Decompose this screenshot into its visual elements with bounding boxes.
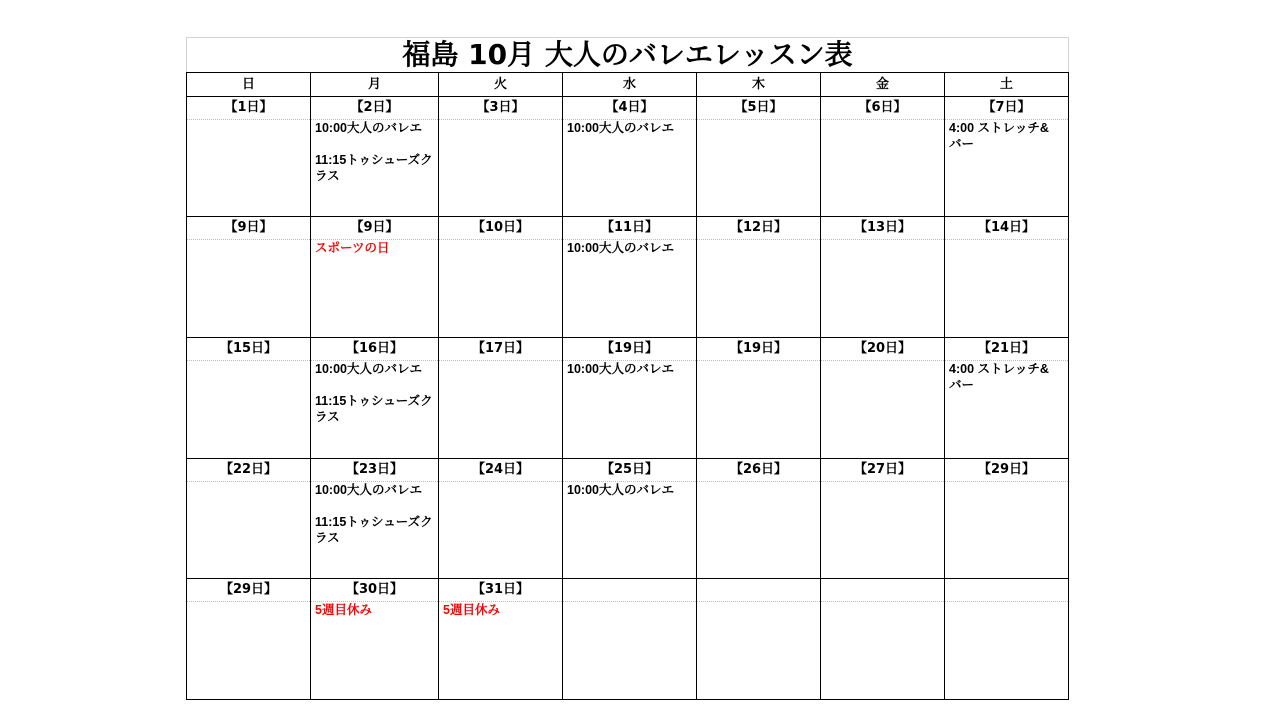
day-date-label: 【24日】 bbox=[439, 459, 562, 482]
day-date-label bbox=[697, 579, 820, 602]
weekday-header-wednesday: 水 bbox=[562, 72, 696, 96]
day-date-label: 【17日】 bbox=[439, 338, 562, 361]
day-cell bbox=[944, 337, 1068, 458]
lesson-list bbox=[311, 240, 438, 256]
week-row bbox=[186, 337, 1069, 458]
weekday-header-row bbox=[186, 72, 1069, 96]
day-cell bbox=[562, 337, 696, 458]
day-date-label: 【2日】 bbox=[311, 97, 438, 120]
empty-day-cell bbox=[696, 578, 820, 699]
day-cell bbox=[944, 458, 1068, 578]
day-date-label: 【29日】 bbox=[945, 459, 1068, 482]
day-cell bbox=[820, 216, 944, 337]
day-date-label bbox=[563, 579, 696, 602]
day-date-label: 【9日】 bbox=[311, 217, 438, 240]
day-cell bbox=[310, 337, 438, 458]
day-cell bbox=[562, 458, 696, 578]
day-date-label: 【19日】 bbox=[697, 338, 820, 361]
day-date-label: 【16日】 bbox=[311, 338, 438, 361]
lesson-entry: 10:00大人のバレエ bbox=[567, 241, 674, 255]
empty-day-cell bbox=[820, 578, 944, 699]
week-row bbox=[186, 458, 1069, 578]
lesson-entry: 11:15トゥシューズクラス bbox=[315, 153, 433, 183]
lesson-list bbox=[311, 482, 438, 546]
calendar-weeks bbox=[186, 96, 1069, 700]
day-date-label bbox=[821, 579, 944, 602]
weekday-header-sunday: 日 bbox=[186, 72, 310, 96]
day-cell bbox=[562, 96, 696, 216]
day-date-label: 【20日】 bbox=[821, 338, 944, 361]
day-cell bbox=[696, 96, 820, 216]
empty-day-cell bbox=[562, 578, 696, 699]
lesson-list bbox=[311, 361, 438, 425]
day-cell bbox=[562, 216, 696, 337]
day-date-label: 【29日】 bbox=[187, 579, 310, 602]
day-date-label: 【3日】 bbox=[439, 97, 562, 120]
day-date-label: 【7日】 bbox=[945, 97, 1068, 120]
lesson-list bbox=[563, 361, 696, 377]
day-date-label bbox=[945, 579, 1068, 602]
lesson-entry: 4:00 ストレッチ&バー bbox=[949, 121, 1049, 151]
day-date-label: 【9日】 bbox=[187, 217, 310, 240]
day-date-label: 【27日】 bbox=[821, 459, 944, 482]
lesson-entry: 10:00大人のバレエ bbox=[315, 121, 422, 135]
week-row bbox=[186, 578, 1069, 700]
day-cell bbox=[310, 96, 438, 216]
day-date-label: 【26日】 bbox=[697, 459, 820, 482]
lesson-list bbox=[311, 602, 438, 618]
day-cell bbox=[820, 458, 944, 578]
day-date-label: 【23日】 bbox=[311, 459, 438, 482]
day-date-label: 【5日】 bbox=[697, 97, 820, 120]
day-cell bbox=[310, 216, 438, 337]
lesson-entry: 4:00 ストレッチ&バー bbox=[949, 362, 1049, 392]
day-date-label: 【31日】 bbox=[439, 579, 562, 602]
weekday-header-thursday: 木 bbox=[696, 72, 820, 96]
day-cell bbox=[696, 458, 820, 578]
day-cell bbox=[438, 578, 562, 699]
day-cell bbox=[944, 96, 1068, 216]
lesson-list bbox=[439, 602, 562, 618]
empty-day-cell bbox=[944, 578, 1068, 699]
day-date-label: 【4日】 bbox=[563, 97, 696, 120]
weekday-header-saturday: 土 bbox=[944, 72, 1068, 96]
lesson-entry: 10:00大人のバレエ bbox=[567, 121, 674, 135]
day-date-label: 【11日】 bbox=[563, 217, 696, 240]
day-cell bbox=[438, 458, 562, 578]
day-cell bbox=[820, 96, 944, 216]
lesson-entry: 11:15トゥシューズクラス bbox=[315, 394, 433, 424]
lesson-list bbox=[563, 240, 696, 256]
notice-entry: 5週目休み bbox=[315, 603, 372, 617]
lesson-calendar bbox=[186, 37, 1069, 700]
weekday-header-monday: 月 bbox=[310, 72, 438, 96]
day-cell bbox=[696, 216, 820, 337]
lesson-entry: 10:00大人のバレエ bbox=[567, 483, 674, 497]
day-date-label: 【1日】 bbox=[187, 97, 310, 120]
weekday-header-friday: 金 bbox=[820, 72, 944, 96]
weekday-header-tuesday: 火 bbox=[438, 72, 562, 96]
week-row bbox=[186, 216, 1069, 337]
day-date-label: 【13日】 bbox=[821, 217, 944, 240]
day-date-label: 【12日】 bbox=[697, 217, 820, 240]
day-date-label: 【30日】 bbox=[311, 579, 438, 602]
lesson-entry: 11:15トゥシューズクラス bbox=[315, 515, 433, 545]
day-date-label: 【25日】 bbox=[563, 459, 696, 482]
week-row bbox=[186, 96, 1069, 216]
day-date-label: 【10日】 bbox=[439, 217, 562, 240]
lesson-list bbox=[311, 120, 438, 184]
lesson-list bbox=[563, 482, 696, 498]
lesson-list bbox=[563, 120, 696, 136]
lesson-entry: 10:00大人のバレエ bbox=[567, 362, 674, 376]
day-cell bbox=[438, 96, 562, 216]
day-cell bbox=[438, 216, 562, 337]
day-date-label: 【15日】 bbox=[187, 338, 310, 361]
lesson-list bbox=[945, 120, 1068, 152]
day-cell bbox=[438, 337, 562, 458]
day-date-label: 【19日】 bbox=[563, 338, 696, 361]
day-cell bbox=[186, 578, 310, 699]
day-cell bbox=[310, 458, 438, 578]
day-cell bbox=[186, 96, 310, 216]
day-cell bbox=[186, 216, 310, 337]
notice-entry: スポーツの日 bbox=[315, 241, 390, 255]
lesson-entry: 10:00大人のバレエ bbox=[315, 483, 422, 497]
day-cell bbox=[944, 216, 1068, 337]
day-date-label: 【22日】 bbox=[187, 459, 310, 482]
day-date-label: 【6日】 bbox=[821, 97, 944, 120]
page-title: 福島 10月 大人のバレエレッスン表 bbox=[186, 37, 1069, 72]
day-date-label: 【14日】 bbox=[945, 217, 1068, 240]
day-cell bbox=[310, 578, 438, 699]
day-cell bbox=[186, 458, 310, 578]
lesson-list bbox=[945, 361, 1068, 393]
lesson-entry: 10:00大人のバレエ bbox=[315, 362, 422, 376]
day-date-label: 【21日】 bbox=[945, 338, 1068, 361]
day-cell bbox=[696, 337, 820, 458]
day-cell bbox=[820, 337, 944, 458]
notice-entry: 5週目休み bbox=[443, 603, 500, 617]
day-cell bbox=[186, 337, 310, 458]
